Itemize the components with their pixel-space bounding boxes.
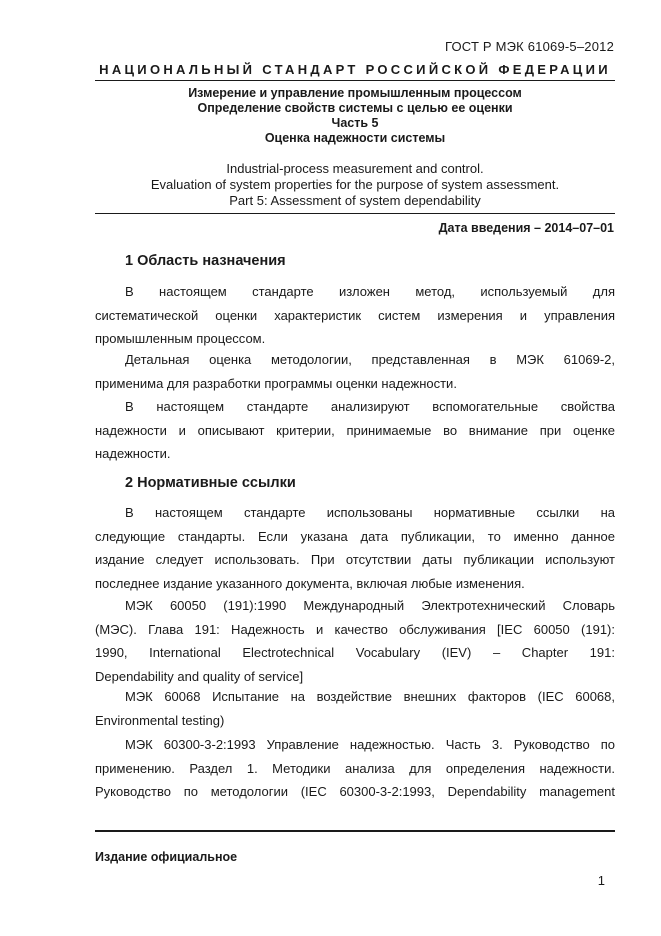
text-line: надежности и описывают критерии, принимаемые во внимание при оценке bbox=[95, 422, 615, 438]
section-1-paragraph-1 bbox=[95, 280, 615, 351]
document-number: ГОСТ Р МЭК 61069-5–2012 bbox=[444, 39, 614, 54]
text-line: систематической оценки характеристик систем измерения и управления bbox=[95, 307, 615, 323]
text-line: надежности. bbox=[95, 446, 171, 461]
section-1-paragraph-2 bbox=[95, 348, 615, 395]
title-ru-line: Оценка надежности системы bbox=[264, 131, 446, 145]
title-ru-line: Часть 5 bbox=[331, 116, 379, 130]
text-line: последнее издание указанного документа, включая любые изменения. bbox=[95, 575, 525, 591]
section-2-reference-iec-60050 bbox=[95, 594, 615, 688]
text-line: Детальная оценка методологии, представленная в МЭК 61069-2, bbox=[125, 352, 615, 367]
title-en-line: Part 5: Assessment of system dependability bbox=[229, 193, 481, 208]
text-line: В настоящем стандарте изложен метод, используемый для bbox=[125, 284, 615, 299]
text-line: (МЭС). Глава 191: Надежность и качество обслуживания [IEC 60050 (191): bbox=[95, 621, 615, 637]
text-line: следующие стандарты. Если указана дата публикации, то именно данное bbox=[95, 528, 615, 544]
title-ru-line: Измерение и управление промышленным процессом bbox=[188, 86, 522, 100]
title-en-line: Industrial-process measurement and control. bbox=[226, 161, 484, 176]
text-line: применима для разработки программы оценки надежности. bbox=[95, 375, 457, 391]
text-line: Dependability and quality of service] bbox=[95, 668, 304, 684]
official-edition-label: Издание официальное bbox=[95, 850, 238, 864]
text-line: промышленным процессом. bbox=[95, 331, 266, 346]
section-1-paragraph-3 bbox=[95, 395, 615, 466]
title-english bbox=[95, 161, 615, 209]
section-2-paragraph-1 bbox=[95, 501, 615, 595]
text-line: Руководство по методологии (IEC 60300-3-2:1993, Dependability management bbox=[95, 784, 615, 799]
section-2-heading: 2 Нормативные ссылки bbox=[125, 475, 296, 491]
section-2-reference-iec-60068 bbox=[95, 685, 615, 732]
page-number: 1 bbox=[597, 873, 605, 888]
title-ru-line: Определение свойств системы с целью ее оценки bbox=[197, 101, 513, 115]
text-line: В настоящем стандарте анализируют вспомогательные свойства bbox=[125, 399, 615, 414]
section-1-heading: 1 Область назначения bbox=[125, 253, 286, 269]
footer-divider bbox=[95, 830, 615, 832]
top-divider bbox=[95, 80, 615, 81]
national-standard-banner: НАЦИОНАЛЬНЫЙ СТАНДАРТ РОССИЙСКОЙ ФЕДЕРАЦИИ bbox=[99, 62, 611, 77]
text-line: МЭК 60050 (191):1990 Международный Электротехнический Словарь bbox=[125, 598, 615, 613]
text-line: применению. Раздел 1. Методики анализа для определения надежности. bbox=[95, 760, 615, 776]
section-2-reference-iec-60300 bbox=[95, 733, 615, 804]
text-line: издание следует использовать. При отсутствии даты публикации используют bbox=[95, 552, 615, 567]
text-line: МЭК 60300-3-2:1993 Управление надежностью. Часть 3. Руководство по bbox=[125, 737, 615, 752]
text-line: В настоящем стандарте использованы нормативные ссылки на bbox=[125, 505, 615, 520]
text-line: Environmental testing) bbox=[95, 712, 225, 728]
title-russian bbox=[95, 86, 615, 146]
text-line: 1990, International Electrotechnical Vocabulary (IEV) – Chapter 191: bbox=[95, 645, 615, 660]
text-line: МЭК 60068 Испытание на воздействие внешних факторов (IEC 60068, bbox=[125, 689, 615, 704]
introduction-date: Дата введения – 2014–07–01 bbox=[438, 221, 614, 235]
title-en-line: Evaluation of system properties for the purpose of system assessment. bbox=[150, 177, 560, 192]
title-divider bbox=[95, 213, 615, 214]
